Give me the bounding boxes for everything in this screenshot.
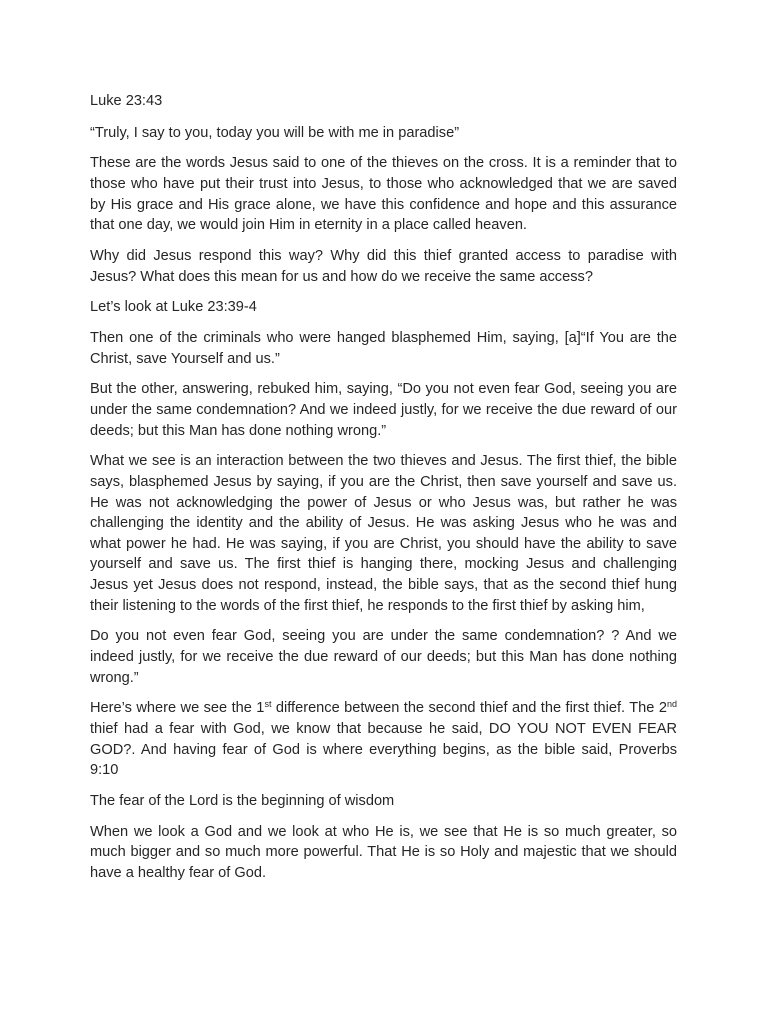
paragraph-questions: Why did Jesus respond this way? Why did this thief granted access to paradise with Jesus? What does this mean for us and how do we receive the same access?	[90, 247, 677, 285]
paragraph-conclusion: When we look a God and we look at who He is, we see that He is so much greater, so much bigger and so much more powerful. That He is so Holy and majestic that we should have a healthy fear of God.	[90, 823, 677, 881]
document-page	[90, 91, 677, 894]
paragraph-proverb: The fear of the Lord is the beginning of wisdom	[90, 792, 395, 809]
difference-text-c: thief had a fear with God, we know that because he said, DO YOU NOT EVEN FEAR GOD?. And having fear of God is where everything begins, as the bible said, Proverbs 9:10	[90, 720, 677, 779]
superscript-st: st	[264, 699, 272, 710]
paragraph-first-criminal: Then one of the criminals who were hanged blasphemed Him, saying, [a]“If You are the Christ, save Yourself and us.”	[90, 330, 677, 367]
paragraph-interaction: What we see is an interaction between the two thieves and Jesus. The first thief, the bible says, blasphemed Jesus by saying, if you are the Christ, then save yourself and save us. He was not acknowledging the power of Jesus or who Jesus was, but rather he was challenging the identity and the ability of Jesus. He was asking Jesus who he was and what power he had. He was saying, if you are Christ, you should have the ability to save yourself and save us. The first thief is hanging there, mocking Jesus and challenging Jesus yet Jesus does not respond, instead, the bible says, that as the second thief hung their listening to the words of the first thief, he responds to the first thief by asking him,	[90, 453, 677, 614]
superscript-nd: nd	[666, 699, 677, 710]
paragraph-fear-question: Do you not even fear God, seeing you are under the same condemnation? ? And we indeed justly, for we receive the due reward of our deeds; but this Man has done nothing wrong.”	[90, 628, 677, 686]
difference-text-b: difference between the second thief and the first thief. The 2	[271, 700, 667, 717]
scripture-quote: “Truly, I say to you, today you will be with me in paradise”	[90, 124, 460, 141]
paragraph-intro: These are the words Jesus said to one of the thieves on the cross. It is a reminder that to those who have put their trust into Jesus, to those who acknowledged that we are saved by His grace and His grace alone, we have this confidence and hope and this assurance that one day, we would join Him in eternity in a place called heaven.	[90, 155, 677, 234]
scripture-reference-heading: Luke 23:43	[90, 93, 163, 109]
paragraph-luke-reference: Let’s look at Luke 23:39-4	[90, 299, 257, 316]
paragraph-difference	[90, 698, 677, 780]
paragraph-second-criminal: But the other, answering, rebuked him, saying, “Do you not even fear God, seeing you are under the same condemnation? And we indeed justly, for we receive the due reward of our deeds; but this Man has done nothing wrong.”	[90, 381, 677, 439]
difference-text-a: Here’s where we see the 1	[90, 700, 265, 717]
